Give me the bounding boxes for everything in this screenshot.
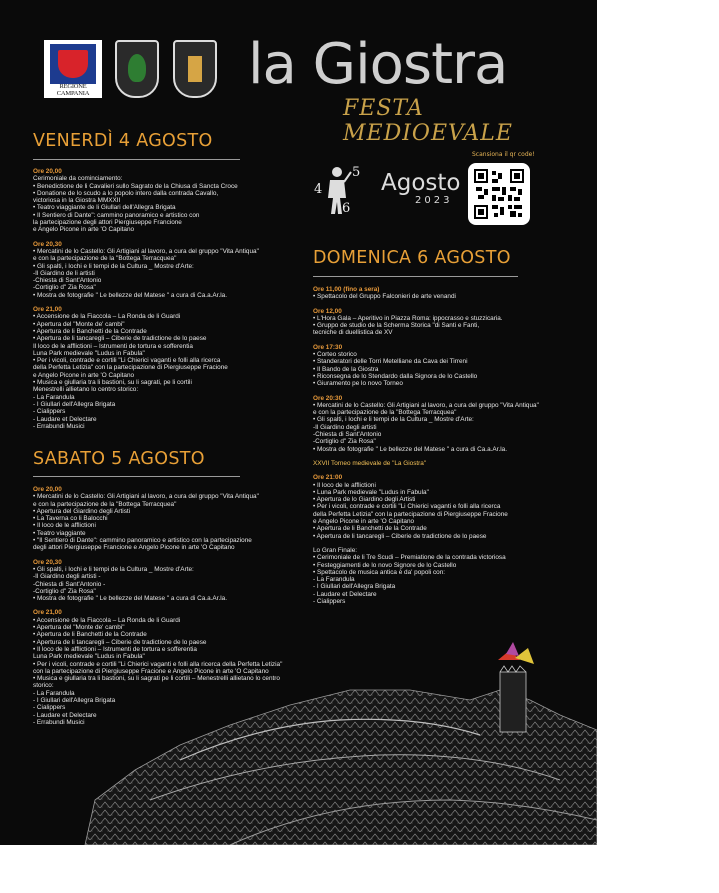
schedule-line: • Teatro viaggiante de li Giullari dell'Allegra Brigata bbox=[33, 204, 176, 212]
schedule-line: • Donatione de lo scudo a lo popolo intero dalla contrada Cavallo, bbox=[33, 189, 219, 197]
qr-code-icon[interactable] bbox=[468, 163, 530, 225]
schedule-line: • Apertura del "Monte de' cambi" bbox=[33, 320, 125, 328]
schedule-line: e Angelo Picone in arte 'O Capitano bbox=[313, 518, 415, 526]
qr-caption: Scansiona il qr code! bbox=[472, 151, 535, 158]
schedule-line: e con la partecipazione de la "Bottega Terracquea" bbox=[33, 255, 177, 263]
schedule-line: • Apertura de li Banchetti de la Contrade bbox=[313, 525, 427, 533]
schedule-line: • Accensione de la Fiaccola – La Ronda de li Guardi bbox=[33, 313, 181, 321]
schedule-line: • Apertura de li tancaregli – Ciberie de tradictione de lo paese bbox=[313, 532, 487, 540]
schedule-line: • Il Sentiero di Dante": cammino panoramico e artistico con bbox=[33, 211, 200, 219]
schedule-block bbox=[33, 609, 318, 726]
schedule-line: storico: bbox=[33, 682, 54, 690]
schedule-line: • Luna Park medievale "Ludus in Fabula" bbox=[313, 488, 429, 496]
schedule-block bbox=[313, 286, 583, 301]
schedule-line: della Perfetta Letizia" con la partecipazione di Piergiuseppe Fracione bbox=[313, 510, 508, 518]
schedule-line: - Errabundi Musici bbox=[33, 422, 85, 430]
schedule-line: Luna Park medievale "Ludus in Fabula" bbox=[33, 653, 145, 661]
schedule-sabato bbox=[33, 486, 318, 733]
schedule-line: • Apertura del "Monte de' cambi" bbox=[33, 624, 125, 632]
schedule-line: • Giuramento pe lo novo Torneo bbox=[313, 380, 403, 388]
schedule-line: • L'Hora Gala – Aperitivo in Piazza Roma: ippocrasso e stuzzicaria. bbox=[313, 314, 503, 322]
schedule-line: • Mercatini de lo Castello: Gli Artigiani al lavoro, a cura del gruppo "Vita Antiqua" bbox=[33, 493, 259, 501]
schedule-line: • Per i vicoli, contrade e cortili "Li Chierici vaganti e folli alla ricerca bbox=[33, 357, 221, 365]
schedule-line: -Chiesta di Sant'Antonio - bbox=[33, 580, 106, 588]
schedule-line: • Apertura de lo Giardino degli Artisti bbox=[313, 496, 416, 504]
schedule-line: • La Taverna co li Balocchi bbox=[33, 515, 108, 523]
schedule-block bbox=[313, 395, 583, 453]
schedule-line: -Cortiglio d" Zia Rosa" bbox=[33, 284, 96, 292]
schedule-line: • Apertura de li tancaregli – Ciberie de tradictione de lo paese bbox=[33, 638, 207, 646]
schedule-line: • Spettacolo de musica antica è da' popoli con: bbox=[313, 568, 446, 576]
time-label: Ore 20,30 bbox=[33, 240, 62, 248]
schedule-line: con la partecipazione di Piergiuseppe Fracione e Angelo Picone in arte 'O Capitano bbox=[33, 667, 269, 675]
schedule-line: • Musica e giullaria tra li bastioni, su li sagrati pe li cortili – Menestrelli allietano lo centro bbox=[33, 675, 280, 683]
schedule-line: -Chiesta di Sant'Antonio bbox=[313, 431, 382, 439]
special-label: XXVII Torneo medievale de "La Giostra" bbox=[313, 459, 427, 467]
schedule-line: - Laudare et Delectare bbox=[33, 711, 97, 719]
schedule-line: Cerimoniale da cominciamento: bbox=[33, 175, 123, 183]
schedule-block bbox=[313, 344, 583, 388]
schedule-line: -Il Giardino degli artisti - bbox=[33, 573, 101, 581]
schedule-block bbox=[33, 559, 318, 603]
schedule-line: Menestrelli allietano lo centro storico: bbox=[33, 386, 139, 394]
schedule-block bbox=[33, 306, 303, 430]
schedule-line: • Festeggiamenti de lo novo Signore de lo Castello bbox=[313, 561, 457, 569]
regione-campania-logo: REGIONE CAMPANIA bbox=[44, 40, 102, 98]
schedule-line: • Musica e giullaria tra li bastioni, su li sagrati, pe li cortili bbox=[33, 379, 192, 387]
schedule-line: - La Farandula bbox=[33, 689, 75, 697]
time-label: Ore 12,00 bbox=[313, 307, 342, 315]
schedule-line: Lo Gran Finale: bbox=[313, 546, 358, 554]
schedule-line: • Benedictione de li Cavalieri sullo Sagrato de la Chiusa di Sancta Croce bbox=[33, 182, 238, 190]
schedule-line: - Cialippers bbox=[313, 597, 346, 605]
schedule-line: • Accensione de la Fiaccola – La Ronda de li Guardi bbox=[33, 616, 181, 624]
schedule-venerdi bbox=[33, 168, 303, 437]
schedule-line: e Angelo Picone in arte 'O Capitano bbox=[33, 226, 135, 234]
town-crest-tree-icon bbox=[115, 40, 159, 98]
schedule-line: • Riconsegna de lo Stendardo dalla Signora de lo Castello bbox=[313, 372, 478, 380]
schedule-line: - La Farandula bbox=[313, 576, 355, 584]
schedule-line: della Perfetta Letizia" con la partecipazione di Piergiuseppe Fracione bbox=[33, 364, 228, 372]
time-label: Ore 17:30 bbox=[313, 343, 343, 351]
time-label: Ore 20:30 bbox=[313, 394, 343, 402]
schedule-line: e con la partecipazione de la "Bottega Terracquea" bbox=[33, 500, 177, 508]
schedule-line: • Gruppo de studio de la Scherma Storica "di Santi e Fanti, bbox=[313, 322, 480, 330]
schedule-line: • Corteo storico bbox=[313, 351, 357, 359]
time-label: Ore 20,30 bbox=[33, 558, 62, 566]
schedule-line: • Il Bando de la Giostra bbox=[313, 365, 379, 373]
schedule-line: - La Farandula bbox=[33, 393, 75, 401]
schedule-line: - I Giullari dell'Allegra Brigata bbox=[33, 697, 116, 705]
schedule-line: - Laudare et Delectare bbox=[313, 590, 377, 598]
town-crest-tower-icon bbox=[173, 40, 217, 98]
schedule-line: - Laudare et Delectare bbox=[33, 415, 97, 423]
schedule-line: • Il loco de le afflictioni – Istrumenti de tortura e sofferentia bbox=[33, 645, 197, 653]
heading-venerdi: VENERDÌ 4 AGOSTO bbox=[33, 131, 213, 151]
schedule-line: - Errabundi Musici bbox=[33, 718, 85, 726]
time-label: Ore 20,00 bbox=[33, 486, 62, 493]
schedule-line: degli attori Piergiuseppe Francione e Angelo Picone in arte 'O Capitano bbox=[33, 544, 235, 552]
schedule-block bbox=[33, 486, 318, 552]
schedule-line: - I Giullari dell'Allegra Brigata bbox=[33, 400, 116, 408]
schedule-line: • Gli spalti, i Iochi e li tempi de la Cultura _ Mostre d'Arte: bbox=[33, 565, 194, 573]
heading-domenica: DOMENICA 6 AGOSTO bbox=[313, 248, 511, 268]
schedule-line: • Spettacolo del Gruppo Falconieri de arte venandi bbox=[313, 293, 456, 301]
schedule-line: - Cialippers bbox=[33, 704, 66, 712]
schedule-line: tecniche di duellistica de XV bbox=[313, 329, 393, 337]
schedule-line: • Gli spalti, i Iochi e li tempi de la Cultura _ Mostre d'Arte: bbox=[313, 416, 474, 424]
time-label: Ore 20,00 bbox=[33, 168, 62, 175]
schedule-line: • Standeratori delle Torri Metelliane da Cava dei Tirreni bbox=[313, 358, 468, 366]
poster-title: la Giostra bbox=[248, 32, 508, 97]
schedule-line: Il loco de le afflictioni – Istrumenti de tortura e sofferentia bbox=[33, 342, 193, 350]
year-label: 2023 bbox=[415, 195, 453, 206]
schedule-line: • Gli spalti, i Iochi e li tempi de la Cultura _ Mostre d'Arte: bbox=[33, 262, 194, 270]
day-5: 5 bbox=[352, 165, 361, 180]
divider bbox=[33, 159, 240, 160]
schedule-domenica bbox=[313, 286, 583, 612]
schedule-line: -Cortiglio d" Zia Rosa" bbox=[313, 438, 376, 446]
schedule-line: • Apertura de li tancaregli – Ciberie de tradictione de lo paese bbox=[33, 335, 207, 343]
schedule-line: • Il loco de le afflictioni bbox=[313, 481, 376, 489]
schedule-line: • Apertura de li Banchetti de la Contrade bbox=[33, 631, 147, 639]
heading-sabato: SABATO 5 AGOSTO bbox=[33, 449, 205, 469]
schedule-line: • Apertura de li Banchetti de la Contrade bbox=[33, 327, 147, 335]
schedule-line: -Il Giardino degli artisti bbox=[313, 423, 377, 431]
divider bbox=[33, 476, 240, 477]
schedule-line: victoriosa in la Giostra MMXXII bbox=[33, 197, 121, 205]
schedule-line: - Cialippers bbox=[33, 408, 66, 416]
schedule-line: • Per i vicoli, contrade e cortili "Li Chierici vaganti e folli alla ricerca della Perfetta Letizia" bbox=[33, 660, 283, 668]
schedule-block bbox=[313, 460, 583, 467]
divider bbox=[313, 276, 518, 277]
schedule-line: - I Giullari dell'Allegra Brigata bbox=[313, 583, 396, 591]
month-label: Agosto bbox=[381, 170, 461, 196]
schedule-line: • Per i vicoli, contrade e cortili "Li Chierici vaganti e folli alla ricerca bbox=[313, 503, 501, 511]
schedule-line: • Mostra de fotografie " Le bellezze del Matese " a cura di Ca.a.Ar.la. bbox=[33, 595, 227, 603]
schedule-line: e Angelo Picone in arte 'O Capitano bbox=[33, 371, 135, 379]
schedule-line: Luna Park medievale "Ludus in Fabula" bbox=[33, 349, 145, 357]
schedule-block bbox=[33, 241, 303, 299]
schedule-line: e con la partecipazione de la "Bottega Terracquea" bbox=[313, 409, 457, 417]
schedule-block bbox=[33, 168, 303, 234]
schedule-line: • Cerimoniale de li Tre Scudi – Premiatione de la contrada victoriosa bbox=[313, 554, 506, 562]
schedule-line: • Il loco de le afflictioni bbox=[33, 522, 96, 530]
time-label: Ore 21:00 bbox=[313, 474, 343, 482]
schedule-line: • Mostra de fotografie " Le bellezze del Matese " a cura di Ca.a.Ar.la. bbox=[313, 445, 507, 453]
schedule-line: la partecipazione degli attori Piergiuseppe Francione bbox=[33, 219, 182, 227]
schedule-line: • "Il Sentiero di Dante": cammino panoramico e artistico con la partecipazione bbox=[33, 537, 252, 545]
schedule-line: -Il Giardino de li artisti bbox=[33, 269, 95, 277]
schedule-line: • Apertura del Giardino degli Artisti bbox=[33, 507, 131, 515]
time-label: Ore 21,00 bbox=[33, 609, 62, 617]
day-6: 6 bbox=[342, 201, 351, 216]
time-label: Ore 11,00 (fino a sera) bbox=[313, 286, 380, 293]
schedule-line: -Chiesta di Sant'Antonio bbox=[33, 277, 102, 285]
schedule-line: -Cortiglio d" Zia Rosa" bbox=[33, 587, 96, 595]
schedule-block bbox=[313, 547, 583, 605]
schedule-line: • Mercatini de lo Castello: Gli Artigiani al lavoro, a cura del gruppo "Vita Antiqua" bbox=[313, 401, 539, 409]
time-label: Ore 21,00 bbox=[33, 306, 62, 314]
day-4: 4 bbox=[314, 182, 323, 197]
poster-subtitle: FESTA MEDIOEVALE bbox=[343, 96, 513, 146]
schedule-line: • Teatro viaggiante bbox=[33, 529, 86, 537]
schedule-line: • Mostra de fotografie " Le bellezze del Matese " a cura di Ca.a.Ar.la. bbox=[33, 291, 227, 299]
schedule-line: • Mercatini de lo Castello: Gli Artigiani al lavoro, a cura del gruppo "Vita Antiqua" bbox=[33, 247, 259, 255]
schedule-block bbox=[313, 308, 583, 337]
schedule-block bbox=[313, 474, 583, 540]
